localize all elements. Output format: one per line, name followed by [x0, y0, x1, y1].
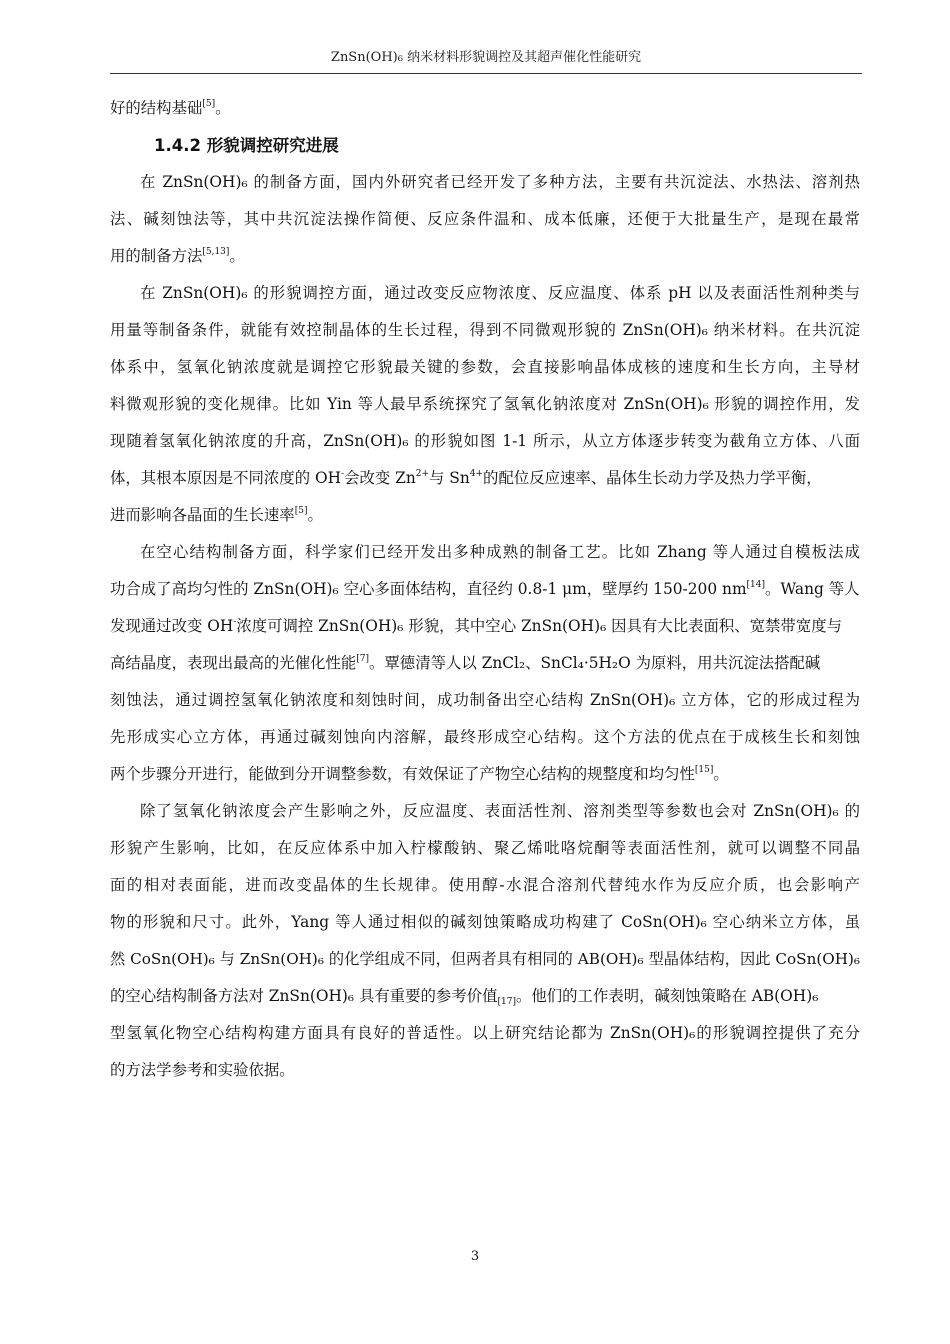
text-line: 物的形貌和尺寸。此外，Yang 等人通过相似的碱刻蚀策略成功构建了 CoSn(OH)₆ 空心纳米立方体，虽 — [110, 913, 860, 931]
text-line: 发现通过改变 OH-浓度可调控 ZnSn(OH)₆ 形貌，其中空心 ZnSn(OH)₆ 因具有大比表面积、宽禁带宽度与 — [110, 617, 843, 635]
paragraph — [110, 534, 860, 793]
continuation-line: 好的结构基础[5]。 — [110, 99, 231, 117]
text-line: 在 ZnSn(OH)₆ 的形貌调控方面，通过改变反应物浓度、反应温度、体系 pH 以及表面活性剂种类与 — [140, 284, 860, 302]
text-line: 型氢氧化物空心结构构建方面具有良好的普适性。以上研究结论都为 ZnSn(OH)₆的形貌调控提供了充分 — [110, 1024, 860, 1042]
text-line: 的方法学参考和实验依据。 — [110, 1061, 295, 1079]
text-line: 现随着氢氧化钠浓度的升高，ZnSn(OH)₆ 的形貌如图 1-1 所示，从立方体逐步转变为截角立方体、八面 — [110, 432, 860, 450]
citation: [17] — [497, 997, 516, 1007]
text-line: 除了氢氧化钠浓度会产生影响之外，反应温度、表面活性剂、溶剂类型等参数也会对 ZnSn(OH)₆ 的 — [140, 802, 860, 820]
text-line: 形貌产生影响，比如，在反应体系中加入柠檬酸钠、聚乙烯吡咯烷酮等表面活性剂，就可以调整不同晶 — [110, 839, 860, 857]
text-line: 高结晶度，表现出最高的光催化性能[7]。覃德清等人以 ZnCl₂、SnCl₄·5H₂O 为原料，用共沉淀法搭配碱 — [110, 654, 821, 672]
running-header: ZnSn(OH)₆ 纳米材料形貌调控及其超声催化性能研究 — [330, 50, 642, 65]
citation: [7] — [356, 654, 370, 664]
page-number: 3 — [470, 1249, 480, 1264]
text-line: 法、碱刻蚀法等，其中共沉淀法操作简便、反应条件温和、成本低廉，还便于大批量生产，是现在最常 — [110, 210, 860, 228]
body-text — [110, 90, 860, 1089]
section-heading: 1.4.2 形貌调控研究进展 — [154, 136, 339, 155]
text-line: 体，其根本原因是不同浓度的 OH-会改变 $Zn^{2+}$与 $Sn^{4+}$的配位反应速率、晶体生长动力学及热力学平衡， — [110, 469, 822, 487]
text-line: 的空心结构制备方法对 ZnSn(OH)₆ 具有重要的参考价值$_{[17]}$。他们的工作表明，碱刻蚀策略在 AB(OH)₆ — [110, 987, 819, 1007]
text-line: 体系中，氢氧化钠浓度就是调控它形貌最关键的参数，会直接影响晶体成核的速度和生长方向，主导材 — [110, 358, 860, 376]
text-line: 用量等制备条件，就能有效控制晶体的生长过程，得到不同微观形貌的 ZnSn(OH)₆ 纳米材料。在共沉淀 — [110, 321, 860, 339]
text-line: 在 ZnSn(OH)₆ 的制备方面，国内外研究者已经开发了多种方法，主要有共沉淀法、水热法、溶剂热 — [140, 173, 860, 191]
paragraph — [110, 164, 860, 275]
continuation-text: 好的结构基础 — [110, 99, 203, 117]
header-divider — [110, 73, 862, 74]
citation: [15] — [694, 765, 714, 775]
text-line: 然 CoSn(OH)₆ 与 ZnSn(OH)₆ 的化学组成不同，但两者具有相同的 AB(OH)₆ 型晶体结构，因此 CoSn(OH)₆ — [110, 950, 860, 968]
text-line: 在空心结构制备方面，科学家们已经开发出多种成熟的制备工艺。比如 Zhang 等人通过自模板法成 — [140, 543, 860, 561]
text-line: 进而影响各晶面的生长速率[5]。 — [110, 506, 323, 524]
text-line: 功合成了高均匀性的 ZnSn(OH)₆ 空心多面体结构，直径约 0.8-1 μm，壁厚约 150-200 nm[14]。Wang 等人 — [110, 580, 860, 598]
text-line: 料微观形貌的变化规律。比如 Yin 等人最早系统探究了氢氧化钠浓度对 ZnSn(OH)₆ 形貌的调控作用，发 — [110, 395, 860, 413]
text-line: 刻蚀法，通过调控氢氧化钠浓度和刻蚀时间，成功制备出空心结构 ZnSn(OH)₆ 立方体，它的形成过程为 — [110, 691, 860, 709]
text-line: 用的制备方法[5,13]。 — [110, 247, 245, 265]
citation: [14] — [746, 580, 766, 590]
text-line: 先形成实心立方体，再通过碱刻蚀向内溶解，最终形成空心结构。这个方法的优点在于成核生长和刻蚀 — [110, 728, 860, 746]
citation: [5,13] — [202, 247, 230, 257]
paragraph — [110, 793, 860, 1089]
paragraph — [110, 275, 860, 534]
citation: [5] — [202, 99, 216, 109]
text-line: 面的相对表面能，进而改变晶体的生长规律。使用醇-水混合溶剂代替纯水作为反应介质，也会影响产 — [110, 876, 860, 894]
citation: [5] — [294, 506, 308, 516]
text-line: 两个步骤分开进行，能做到分开调整参数，有效保证了产物空心结构的规整度和均匀性[15]。 — [110, 765, 729, 783]
